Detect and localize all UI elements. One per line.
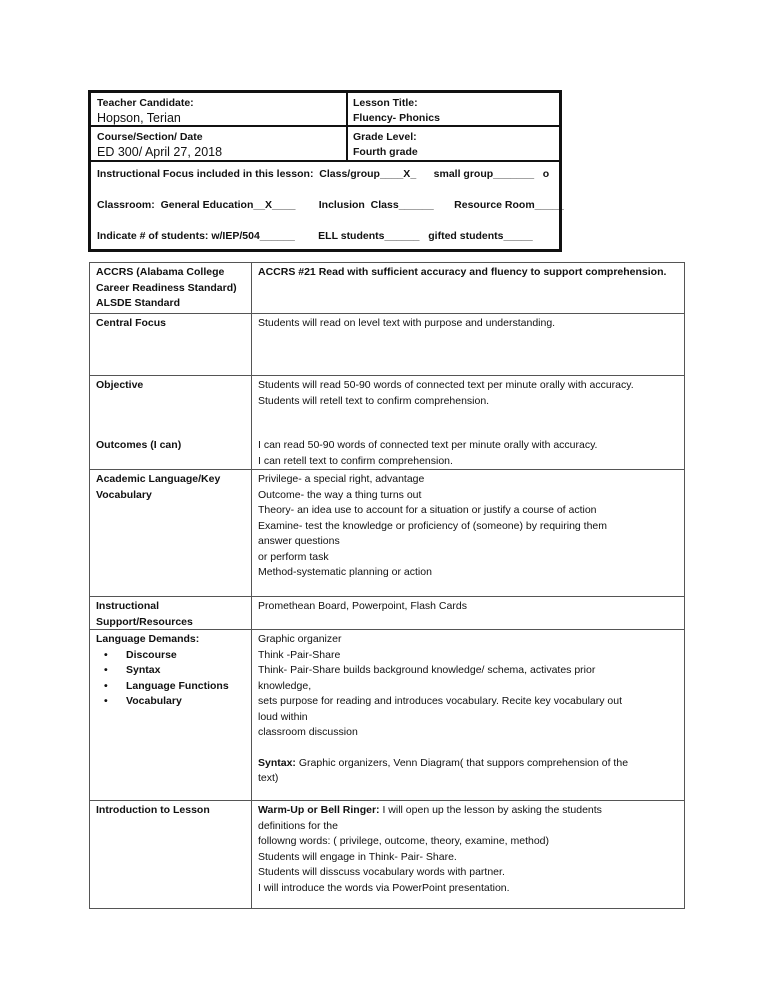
warm-up-value: I will open up the lesson by asking the students definitions for the followng words: ( privilege, outcome, theory, examine, method) Students will engage in Think- Pair- Share. Students will disscuss vocabulary words with partner. I will introduce the words via PowerPoint presentation. (258, 804, 602, 894)
lesson-header (88, 90, 562, 252)
accrs-label: ACCRS (Alabama College Career Readiness Standard) ALSDE Standard (90, 263, 252, 313)
table-row (90, 630, 684, 801)
table-row (90, 376, 684, 470)
table-row (90, 263, 684, 314)
language-demands-value-cell (252, 630, 684, 800)
table-row (90, 470, 684, 597)
language-demands-label: Language Demands: (96, 633, 200, 645)
objective-value: Students will read 50-90 words of connected text per minute orally with accuracy. Students will retell text to confirm comprehension. (258, 379, 634, 407)
lesson-value: Fluency- Phonics (353, 112, 440, 124)
instructional-focus-line: Instructional Focus included in this lesson: Class/group____X_ small group_______ o (97, 168, 550, 180)
grade-label: Grade Level: (353, 131, 417, 143)
lesson-plan-table (89, 262, 685, 909)
outcomes-label: Outcomes (I can) (96, 439, 182, 451)
academic-language-value: Privilege- a special right, advantage Outcome- the way a thing turns out Theory- an idea use to account for a situation or justify a course of action Examine- test the knowledge or proficiency of (someone) by requiring them answer questions or perform task Method-systematic planning or action (258, 473, 608, 578)
language-demands-cell (90, 630, 252, 800)
language-demands-value: Graphic organizer Think -Pair-Share Think- Pair-Share builds background knowledge/ schema, activates prior knowledge, sets purpose for reading and introduces vocabulary. Recite key vocabulary out loud within classroom discussion (258, 633, 623, 738)
objective-value-cell (252, 376, 684, 469)
accrs-value: ACCRS #21 Read with sufficient accuracy and fluency to support comprehension. (258, 266, 667, 278)
students-line: Indicate # of students: w/IEP/504______ ELL students______ gifted students_____ (97, 230, 533, 242)
introduction-label: Introduction to Lesson (90, 801, 252, 908)
objective-cell (90, 376, 252, 469)
table-row (90, 597, 684, 630)
teacher-value: Hopson, Terian (97, 111, 181, 125)
list-item: • Discourse (126, 648, 245, 664)
course-value: ED 300/ April 27, 2018 (97, 145, 223, 159)
header-divider (91, 160, 559, 162)
academic-language-label: Academic Language/Key Vocabulary (90, 470, 252, 596)
syntax-line (258, 756, 678, 787)
introduction-value (252, 801, 684, 908)
objective-label: Objective (96, 379, 144, 391)
grade-value: Fourth grade (353, 146, 418, 158)
warm-up-label: Warm-Up or Bell Ringer: (258, 804, 380, 816)
list-item: • Syntax (126, 663, 245, 679)
outcomes-value: I can read 50-90 words of connected text per minute orally with accuracy. I can retell text to confirm comprehension. (258, 439, 598, 467)
central-focus-label: Central Focus (90, 314, 252, 375)
syntax-value: Graphic organizers, Venn Diagram( that suppors comprehension of the text) (258, 756, 629, 784)
support-label: Instructional Support/Resources (90, 597, 252, 629)
support-value: Promethean Board, Powerpoint, Flash Cards (258, 600, 467, 612)
list-item: • Vocabulary (126, 694, 245, 710)
course-label: Course/Section/ Date (97, 131, 203, 143)
syntax-label: Syntax: (258, 756, 296, 769)
list-item: • Language Functions (126, 679, 245, 695)
header-divider (346, 93, 348, 162)
table-row (90, 801, 684, 908)
table-row (90, 314, 684, 376)
central-focus-value: Students will read on level text with purpose and understanding. (258, 317, 556, 329)
lesson-label: Lesson Title: (353, 97, 418, 109)
classroom-line: Classroom: General Education__X____ Inclusion Class______ Resource Room_____ (97, 199, 564, 211)
teacher-label: Teacher Candidate: (97, 97, 194, 109)
